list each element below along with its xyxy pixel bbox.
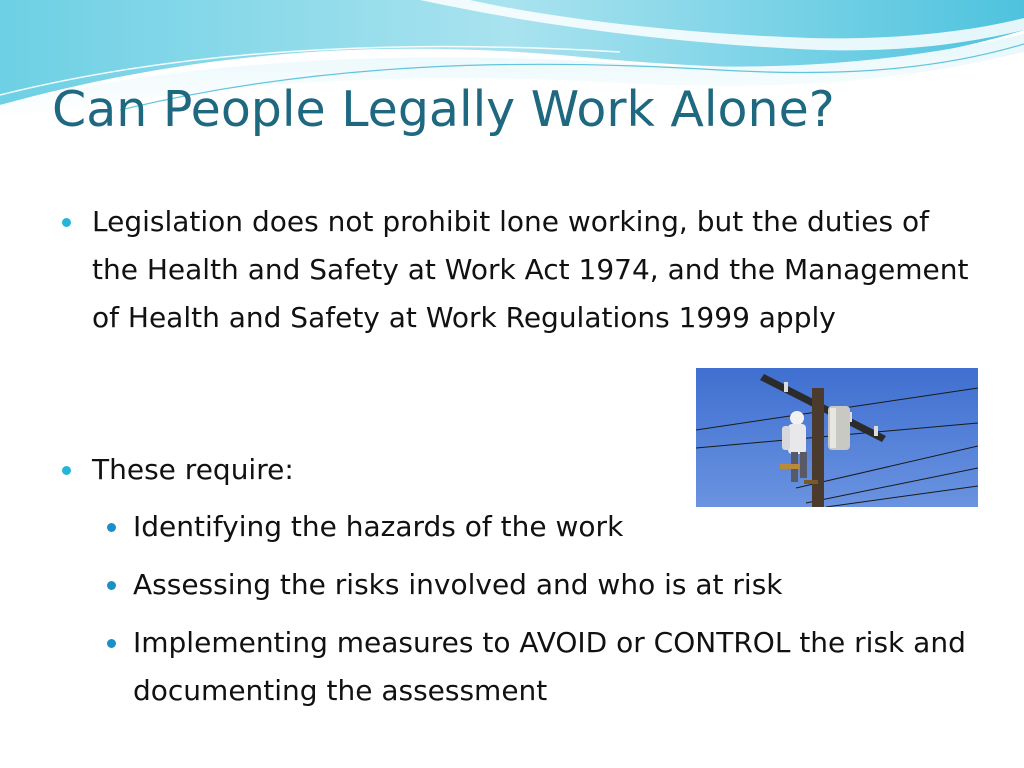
sub-bullet-text: Assessing the risks involved and who is at risk xyxy=(133,568,783,601)
bullet-item xyxy=(92,446,294,494)
slide-title: Can People Legally Work Alone? xyxy=(52,81,835,138)
bullet-text: These require: xyxy=(92,453,294,486)
sub-bullet-item xyxy=(133,561,783,609)
sub-bullet-dot-icon xyxy=(107,639,116,648)
bullet-dot-icon xyxy=(62,466,71,475)
sub-bullet-dot-icon xyxy=(107,581,116,590)
bullet-text: Legislation does not prohibit lone working, but the duties of the Health and Safety at Work Act 1974, and the Management of Health and Safety at Work Regulations 1999 apply xyxy=(92,205,969,334)
sub-bullet-item xyxy=(133,619,973,715)
sub-bullet-text: Identifying the hazards of the work xyxy=(133,510,624,543)
sub-bullet-dot-icon xyxy=(107,523,116,532)
bullet-item xyxy=(92,198,972,342)
sub-bullet-text: Implementing measures to AVOID or CONTROL the risk and documenting the assessment xyxy=(133,626,966,707)
bullet-dot-icon xyxy=(62,218,71,227)
utility-pole-worker-photo xyxy=(696,368,978,507)
sub-bullet-item xyxy=(133,503,623,551)
